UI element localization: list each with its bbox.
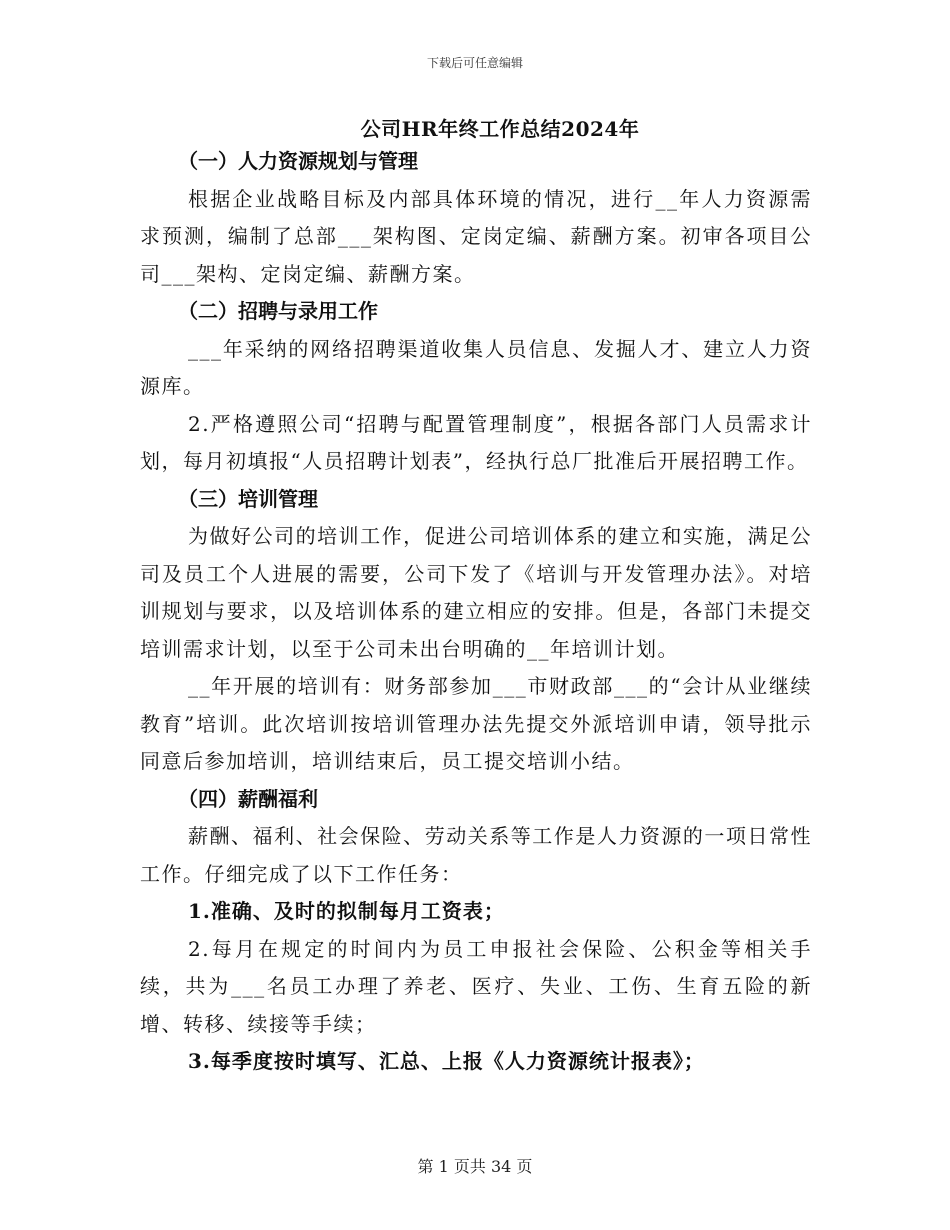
paragraph: ___年采纳的网络招聘渠道收集人员信息、发掘人才、建立人力资源库。 (140, 336, 812, 398)
paragraph: 2.严格遵照公司“招聘与配置管理制度”，根据各部门人员需求计划，每月初填报“人员招聘计划表”，经执行总厂批准后开展招聘工作。 (140, 411, 812, 473)
paragraph: 薪酬、福利、社会保险、劳动关系等工作是人力资源的一项日常性工作。仔细完成了以下工作任务： (140, 824, 812, 886)
section-heading: （三）培训管理 (178, 486, 318, 511)
document-body (140, 143, 812, 1081)
page-number: 第 1 页共 34 页 (417, 1157, 533, 1176)
bold-list-item: 1.准确、及时的拟制每月工资表； (188, 899, 505, 923)
header-note: 下载后可任意编辑 (426, 56, 523, 70)
paragraph: 为做好公司的培训工作，促进公司培训体系的建立和实施，满足公司及员工个人进展的需要，公司下发了《培训与开发管理办法》。对培训规划与要求，以及培训体系的建立相应的安排。但是，各部门未提交培训需求计划，以至于公司未出台明确的__年培训计划。 (140, 524, 812, 661)
section-heading: （四）薪酬福利 (178, 786, 318, 811)
section-heading: （二）招聘与录用工作 (178, 299, 378, 323)
section-heading: （一）人力资源规划与管理 (178, 149, 418, 173)
paragraph: 2.每月在规定的时间内为员工申报社会保险、公积金等相关手续，共为___名员工办理了养老、医疗、失业、工伤、生育五险的新增、转移、续接等手续； (140, 936, 812, 1036)
bold-list-item: 3.每季度按时填写、汇总、上报《人力资源统计报表》； (188, 1049, 705, 1073)
paragraph: 根据企业战略目标及内部具体环境的情况，进行__年人力资源需求预测，编制了总部___架构图、定岗定编、薪酬方案。初审各项目公司___架构、定岗定编、薪酬方案。 (140, 186, 812, 286)
document-title: 公司HR年终工作总结2024年 (360, 117, 640, 141)
paragraph: __年开展的培训有：财务部参加___市财政部___的“会计从业继续教育”培训。此次培训按培训管理办法先提交外派培训申请，领导批示同意后参加培训，培训结束后，员工提交培训小结。 (140, 674, 812, 773)
